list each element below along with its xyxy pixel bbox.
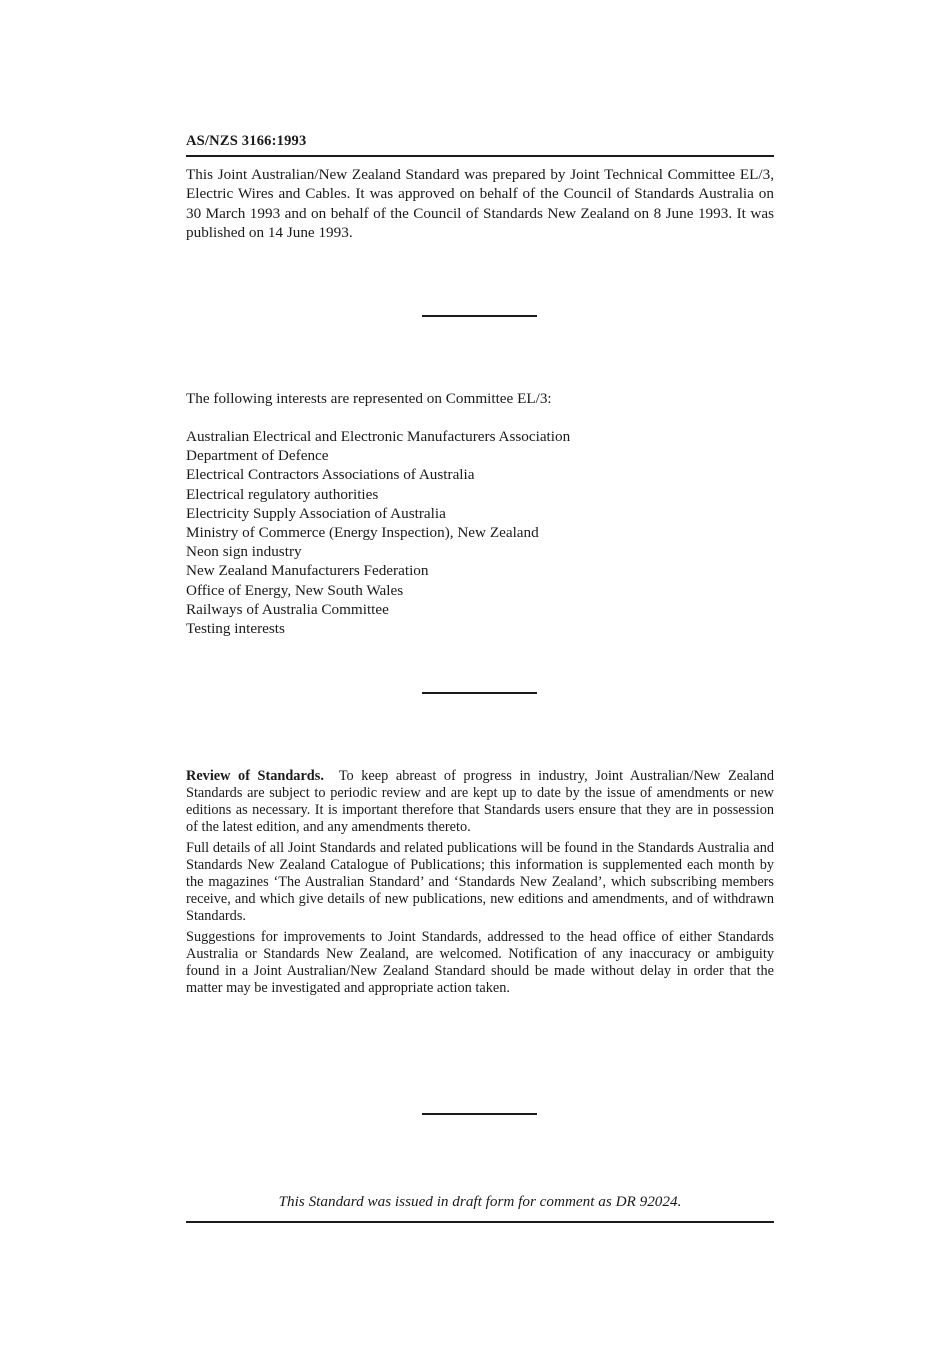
list-item: Office of Energy, New South Wales — [186, 581, 404, 599]
section-divider — [422, 692, 537, 694]
review-text: To keep abreast of progress in industry, Joint Australian/New Zealand Standards are subject to periodic review and are kept up to date by the issue of amendments or new editions as necessary. It is important therefore that Standards users ensure that they are in possession of the latest edition, and any amendments thereto. — [186, 768, 774, 835]
list-item: New Zealand Manufacturers Federation — [186, 562, 429, 580]
list-item: Neon sign industry — [186, 543, 302, 561]
draft-note: This Standard was issued in draft form for comment as DR 92024. — [278, 1193, 682, 1210]
review-section — [186, 768, 774, 1001]
document-id: AS/NZS 3166:1993 — [186, 133, 307, 149]
list-item: Electricity Supply Association of Australia — [186, 504, 446, 522]
footer-rule — [186, 1221, 774, 1223]
list-item: Electrical regulatory authorities — [186, 485, 379, 503]
list-item: Ministry of Commerce (Energy Inspection), New Zealand — [186, 524, 539, 542]
intro-paragraph: This Joint Australian/New Zealand Standard was prepared by Joint Technical Committee EL/3, Electric Wires and Cables. It was approved on behalf of the Council of Standards Australia on 30 March 1993 and on behalf of the Council of Standards New Zealand on 8 June 1993. It was published on 14 June 1993. — [186, 166, 774, 241]
review-paragraph — [186, 768, 774, 836]
interests-list — [186, 427, 570, 638]
review-heading: Review of Standards. — [186, 768, 324, 784]
list-item: Electrical Contractors Associations of Australia — [186, 466, 475, 484]
list-item: Department of Defence — [186, 447, 329, 465]
section-divider — [422, 1113, 537, 1115]
document-page — [186, 0, 774, 1345]
list-item: Railways of Australia Committee — [186, 600, 389, 618]
review-paragraph: Full details of all Joint Standards and related publications will be found in the Standards Australia and Standards New Zealand Catalogue of Publications; this information is supplemented each month by the magazines ‘The Australian Standard’ and ‘Standards New Zealand’, which subscribing members receive, and which give details of new publications, new editions and amendments, and of withdrawn Standards. — [186, 840, 774, 924]
section-divider — [422, 315, 537, 317]
list-item: Australian Electrical and Electronic Manufacturers Association — [186, 428, 571, 445]
interests-lead: The following interests are represented on Committee EL/3: — [186, 390, 552, 407]
list-item: Testing interests — [186, 620, 285, 638]
review-paragraph: Suggestions for improvements to Joint Standards, addressed to the head office of either Standards Australia or Standards New Zealand, are welcomed. Notification of any inaccuracy or ambiguity found in a Joint Australian/New Zealand Standard should be made without delay in order that the matter may be investigated and appropriate action taken. — [186, 929, 774, 996]
header-rule — [186, 155, 774, 157]
